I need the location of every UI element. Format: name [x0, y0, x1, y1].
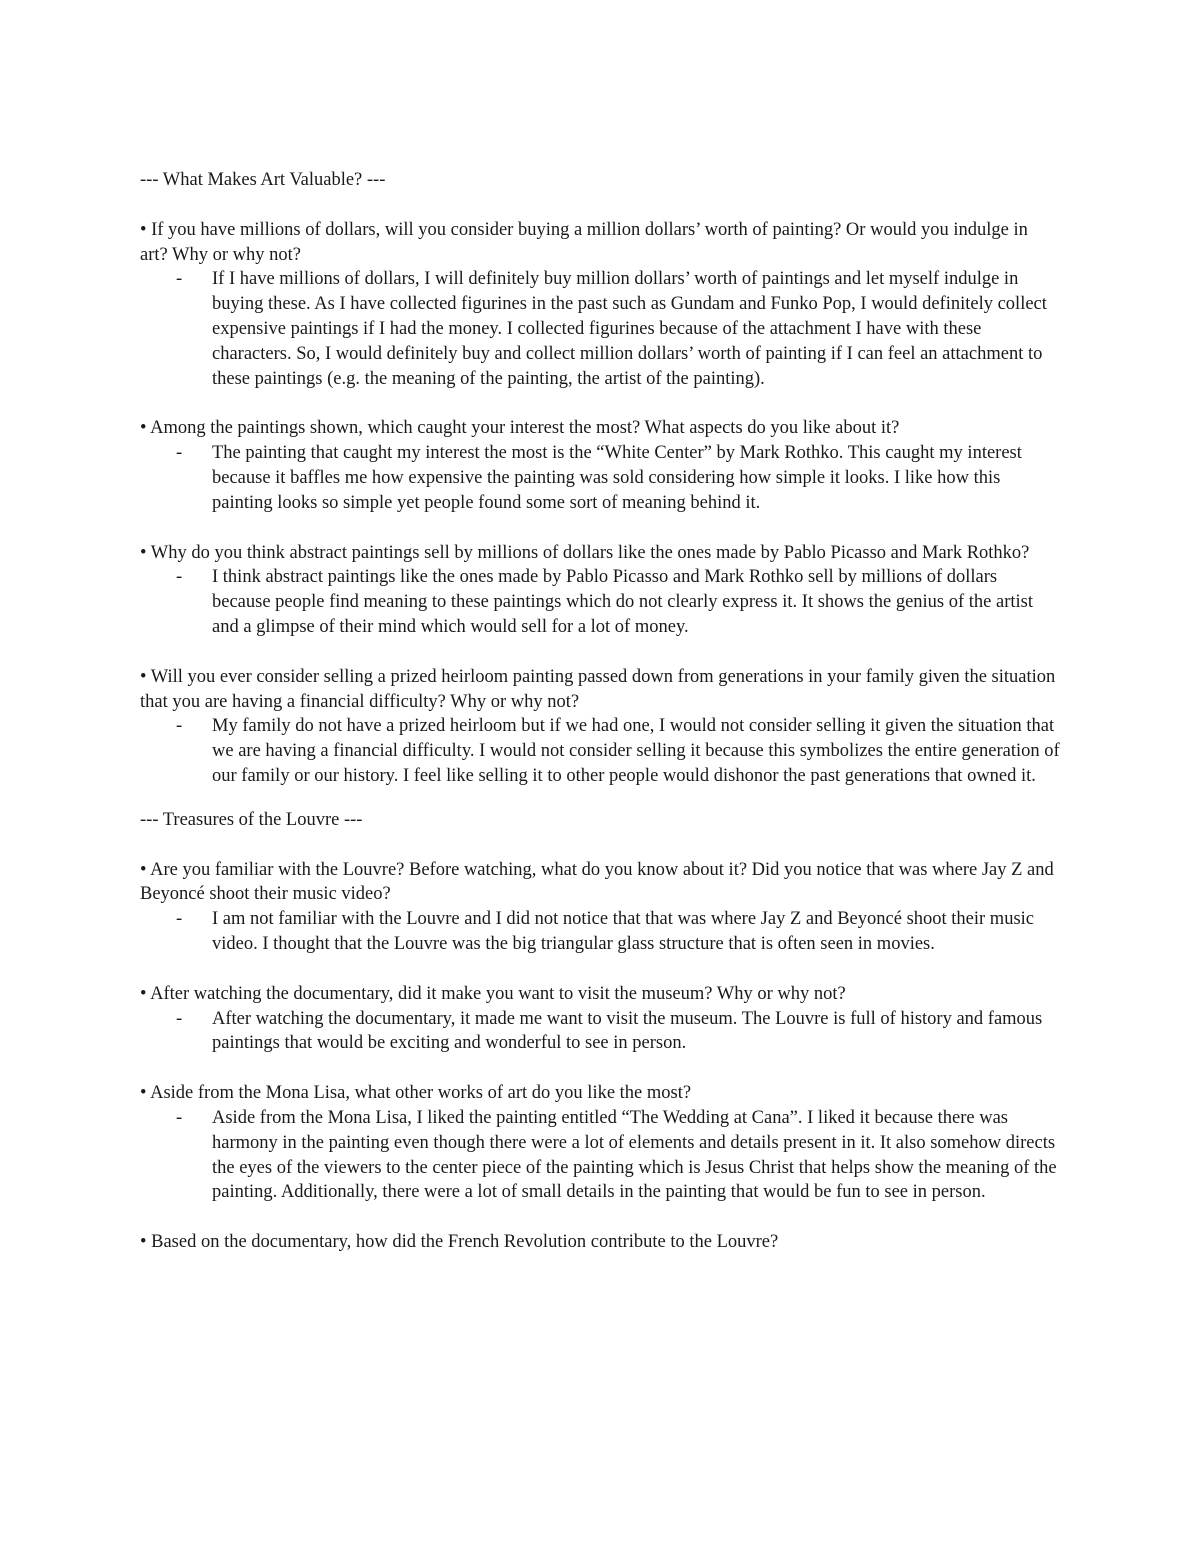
qa-item: [140, 1230, 1060, 1255]
section-louvre: [140, 808, 1060, 1255]
question-text: • Aside from the Mona Lisa, what other works of art do you like the most?: [140, 1083, 692, 1104]
question-text: • Among the paintings shown, which caught your interest the most? What aspects do you like about it?: [140, 418, 900, 439]
dash-bullet: -: [176, 567, 183, 588]
section-art-value: [140, 168, 1060, 789]
qa-item: [140, 1081, 1060, 1205]
dash-bullet: -: [176, 716, 183, 737]
answer-text: I am not familiar with the Louvre and I did not notice that that was where Jay Z and Beyoncé shoot their music video. I thought that the Louvre was the big triangular glass structure that is often seen in movies.: [212, 909, 1034, 954]
answer-item: [140, 714, 1060, 788]
qa-item: [140, 416, 1060, 515]
document-page: [140, 168, 1060, 1280]
section-heading: --- Treasures of the Louvre ---: [140, 809, 363, 830]
question-text: • After watching the documentary, did it make you want to visit the museum? Why or why not?: [140, 983, 846, 1004]
question-text: • Why do you think abstract paintings sell by millions of dollars like the ones made by Pablo Picasso and Mark Rothko?: [140, 542, 1030, 563]
dash-bullet: -: [176, 1008, 183, 1029]
answer-item: [140, 267, 1060, 391]
question-text: • Based on the documentary, how did the French Revolution contribute to the Louvre?: [140, 1232, 779, 1253]
answer-text: After watching the documentary, it made me want to visit the museum. The Louvre is full of history and famous paintings that would be exciting and wonderful to see in person.: [212, 1008, 1043, 1054]
question-text: • Will you ever consider selling a prized heirloom painting passed down from generations in your family given the situation that you are having a financial difficulty? Why or why not?: [140, 666, 1056, 712]
question-text: • Are you familiar with the Louvre? Before watching, what do you know about it? Did you notice that was where Jay Z and Beyoncé shoot their music video?: [140, 859, 1054, 905]
answer-text: The painting that caught my interest the most is the “White Center” by Mark Rothko. This caught my interest because it baffles me how expensive the painting was sold considering how simple it looks. I like how this painting looks so simple yet people found some sort of meaning behind it.: [212, 443, 1022, 513]
dash-bullet: -: [176, 909, 183, 930]
answer-item: [140, 441, 1060, 515]
qa-item: [140, 218, 1060, 392]
answer-text: Aside from the Mona Lisa, I liked the painting entitled “The Wedding at Cana”. I liked it because there was harmony in the painting even though there were a lot of elements and details present in it. It also somehow directs the eyes of the viewers to the center piece of the painting which is Jesus Christ that helps show the meaning of the painting. Additionally, there were a lot of small details in the painting that would be fun to see in person.: [212, 1107, 1057, 1203]
answer-item: [140, 907, 1060, 957]
qa-item: [140, 665, 1060, 789]
qa-item: [140, 858, 1060, 957]
question-text: • If you have millions of dollars, will you consider buying a million dollars’ worth of painting? Or would you indulge in art? Why or why not?: [140, 219, 1028, 265]
answer-item: [140, 1106, 1060, 1205]
qa-item: [140, 982, 1060, 1056]
answer-text: If I have millions of dollars, I will definitely buy million dollars’ worth of paintings and let myself indulge in buying these. As I have collected figurines in the past such as Gundam and Funko Pop, I would definitely collect expensive paintings if I had the money. I collected figurines because of the attachment I have with these characters. So, I would definitely buy and collect million dollars’ worth of painting if I can feel an attachment to these paintings (e.g. the meaning of the painting, the artist of the painting).: [212, 269, 1047, 389]
qa-item: [140, 541, 1060, 640]
answer-item: [140, 565, 1060, 639]
dash-bullet: -: [176, 269, 183, 290]
dash-bullet: -: [176, 443, 183, 464]
section-heading: --- What Makes Art Valuable? ---: [140, 170, 386, 190]
answer-text: I think abstract paintings like the ones made by Pablo Picasso and Mark Rothko sell by millions of dollars because people find meaning to these paintings which do not clearly express it. It shows the genius of the artist and a glimpse of their mind which would sell for a lot of money.: [212, 567, 1033, 637]
answer-item: [140, 1007, 1060, 1057]
dash-bullet: -: [176, 1107, 183, 1128]
answer-text: My family do not have a prized heirloom but if we had one, I would not consider selling it given the situation that we are having a financial difficulty. I would not consider selling it because this symbolizes the entire generation of our family or our history. I feel like selling it to other people would dishonor the past generations that owned it.: [212, 716, 1060, 786]
